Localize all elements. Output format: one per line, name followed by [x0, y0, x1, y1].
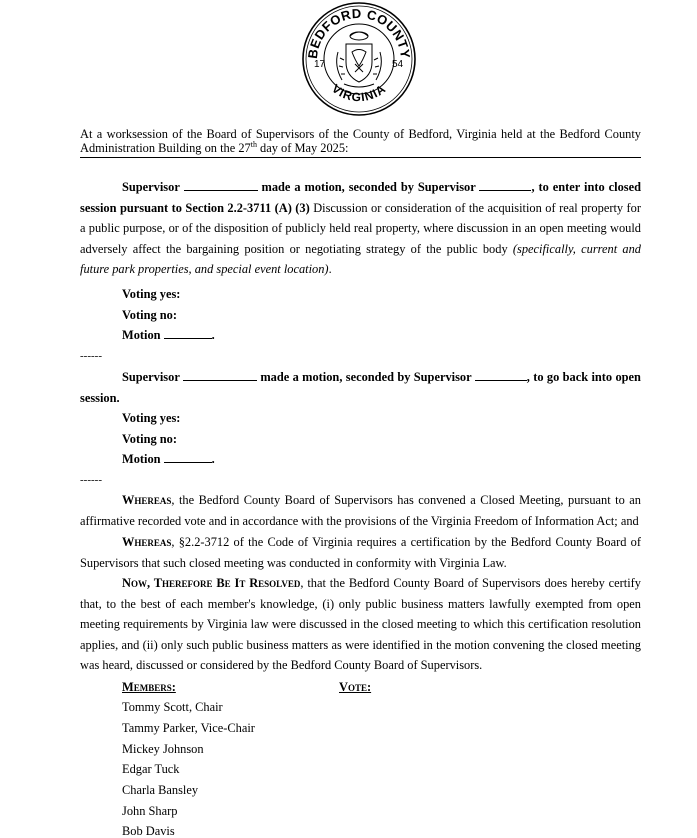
whereas-paragraph-2: Whereas, §2.2-3712 of the Code of Virginia requires a certification by the Bedford County Board of Supervisors that such closed meeting was conducted in conformity with Virginia Law. [80, 535, 641, 570]
seal-top-text: BEDFORD COUNTY [304, 5, 414, 60]
svg-text:BEDFORD COUNTY [305, 6, 413, 60]
county-seal-logo [300, 0, 418, 118]
voting-no-label-2: Voting no: [122, 432, 177, 446]
member-name: Tommy Scott, Chair [122, 700, 223, 714]
svg-text:VIRGINIA [329, 81, 389, 104]
supervisor-blank-2 [183, 369, 257, 381]
voting-no-label-1: Voting no: [122, 308, 177, 322]
seal-year-right: 54 [392, 59, 404, 70]
seal-year-left: 17 [314, 59, 326, 70]
resolution-paragraph: Now, Therefore Be It Resolved, that the Bedford County Board of Supervisors does hereby certify that, to the best of each member's knowledge, (i) only public business matters lawfully exempted from open meeting requirements by Virginia law were discussed in the closed meeting to which this certification resolution applies, and (ii) only such public business matters as were identified in the motion convening the closed meeting was heard, discussed or considered by the Bedford County Board of Supervisors. [80, 576, 641, 673]
motion-closed-session: Supervisor made a motion, seconded by Supervisor , to enter into closed session pursuant to Section 2.2-3711 (A) (3) Discussion or consideration of the acquisition of real property for a public purpose, or of the disposition of publicly held real property, where discussion in an open meeting would adversely affect the bargaining position or negotiating strategy of the public body (specifically, current and future park properties, and special event location). [80, 180, 642, 277]
member-name: Mickey Johnson [122, 742, 204, 756]
second-supervisor-blank-2 [475, 369, 527, 381]
header-divider [80, 157, 641, 158]
motion-blank-2 [164, 451, 212, 463]
member-name: Charla Bansley [122, 783, 199, 797]
second-supervisor-blank [479, 179, 531, 191]
meeting-intro: At a worksession of the Board of Supervisors of the County of Bedford, Virginia held at the Bedford County Administration Building on the 27th day of May 2025: [80, 127, 641, 155]
member-name: Bob Davis [122, 824, 175, 838]
member-name: Edgar Tuck [122, 762, 180, 776]
member-name: Tammy Parker, Vice-Chair [122, 721, 255, 735]
seal-bottom-text: VIRGINIA [329, 81, 389, 105]
motion-open-session: Supervisor made a motion, seconded by Supervisor , to go back into open session. [80, 370, 641, 405]
separator-2: ------ [80, 474, 102, 486]
whereas-paragraph-1: Whereas, the Bedford County Board of Supervisors has convened a Closed Meeting, pursuant to an affirmative recorded vote and in accordance with the provisions of the Virginia Freedom of Information Act; and [80, 493, 641, 528]
vote-header: Vote: [339, 680, 372, 694]
seal-crest-icon [337, 32, 382, 87]
members-header: Members: [122, 680, 176, 694]
supervisor-blank [184, 179, 258, 191]
voting-yes-label-2: Voting yes: [122, 411, 181, 425]
member-name: John Sharp [122, 804, 178, 818]
voting-yes-label-1: Voting yes: [122, 287, 181, 301]
motion-blank-1 [164, 327, 212, 339]
motion-label-2: Motion . [122, 452, 215, 466]
separator-1: ------ [80, 350, 102, 362]
motion-label-1: Motion . [122, 328, 215, 342]
